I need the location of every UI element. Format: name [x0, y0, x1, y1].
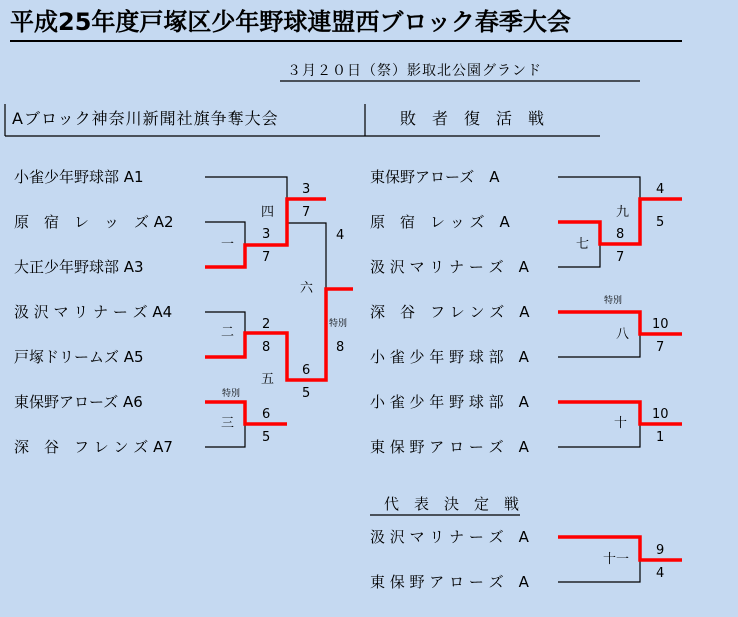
rep-final-title: 代 表 決 定 戦 — [384, 495, 520, 513]
score-g11-top: 9 — [656, 543, 665, 558]
score-g8-top: 10 — [652, 317, 669, 332]
final-team-2: 東 保 野 ア ロ ー ズ A — [370, 573, 529, 591]
special-label-3: 特別 — [222, 389, 241, 399]
score-g7-top: 8 — [616, 227, 625, 242]
score-g8-bot: 7 — [656, 340, 665, 355]
team-a3: 大正少年野球部 A3 — [14, 258, 144, 276]
team-a4: 汲 沢 マ リ ナ ー ズ A4 — [14, 303, 173, 321]
score-g6-top: 4 — [336, 228, 345, 243]
team-a1: 小雀少年野球部 A1 — [14, 168, 144, 186]
score-g9-bot: 5 — [656, 215, 665, 230]
game-label-4: 四 — [261, 205, 275, 220]
block-a-title: Aブロック神奈川新聞社旗争奪大会 — [12, 109, 279, 128]
game-label-6: 六 — [300, 281, 314, 296]
score-g4-w1: 7 — [302, 205, 311, 220]
score-g1-a3: 7 — [262, 250, 271, 265]
repechage-title: 敗 者 復 活 戦 — [400, 109, 545, 128]
rep-team-1: 東保野アローズ A — [370, 168, 500, 186]
rep-team-2: 原 宿 レ ッ ズ A — [370, 213, 510, 231]
rep-team-5: 小 雀 少 年 野 球 部 A — [370, 348, 529, 366]
score-g2-a5: 8 — [262, 340, 271, 355]
team-a7: 深 谷 フ レ ン ズ A7 — [14, 438, 173, 456]
special-label-6: 特別 — [329, 319, 348, 329]
score-g9-top: 4 — [656, 182, 665, 197]
date-venue: ３月２０日（祭）影取北公園グランド — [287, 63, 542, 79]
game-label-7: 七 — [576, 237, 590, 252]
score-g2-a4: 2 — [262, 317, 271, 332]
team-a5: 戸塚ドリームズ A5 — [14, 348, 144, 366]
score-g10-bot: 1 — [656, 430, 665, 445]
score-g11-bot: 4 — [656, 566, 665, 581]
team-a2: 原 宿 レ ッ ズ A2 — [14, 213, 174, 231]
score-g7-bot: 7 — [616, 250, 625, 265]
score-g4-a1: 3 — [302, 182, 311, 197]
game-label-10: 十 — [614, 416, 628, 431]
final-team-1: 汲 沢 マ リ ナ ー ズ A — [370, 528, 529, 546]
rep-team-6: 小 雀 少 年 野 球 部 A — [370, 393, 529, 411]
game-label-8: 八 — [616, 327, 630, 342]
game-label-1: 一 — [221, 237, 235, 252]
game-label-11: 十一 — [603, 552, 630, 567]
game-label-3: 三 — [221, 416, 235, 431]
rep-team-3: 汲 沢 マ リ ナ ー ズ A — [370, 258, 529, 276]
score-g5-w2: 6 — [302, 363, 311, 378]
page-title: 平成25年度戸塚区少年野球連盟西ブロック春季大会 — [10, 8, 571, 36]
special-label-8: 特別 — [604, 296, 623, 306]
score-g1-a2: 3 — [262, 227, 271, 242]
team-a6: 東保野アローズ A6 — [14, 393, 143, 411]
score-g5-w3: 5 — [302, 386, 311, 401]
rep-team-7: 東 保 野 ア ロ ー ズ A — [370, 438, 529, 456]
score-g10-top: 10 — [652, 407, 669, 422]
score-g3-a7: 5 — [262, 430, 271, 445]
score-g6-bot: 8 — [336, 340, 345, 355]
score-g3-a6: 6 — [262, 407, 271, 422]
rep-team-4: 深 谷 フ レ ン ズ A — [370, 303, 530, 321]
game-label-2: 二 — [221, 325, 235, 340]
game-label-9: 九 — [616, 205, 630, 220]
game-label-5: 五 — [261, 372, 275, 387]
